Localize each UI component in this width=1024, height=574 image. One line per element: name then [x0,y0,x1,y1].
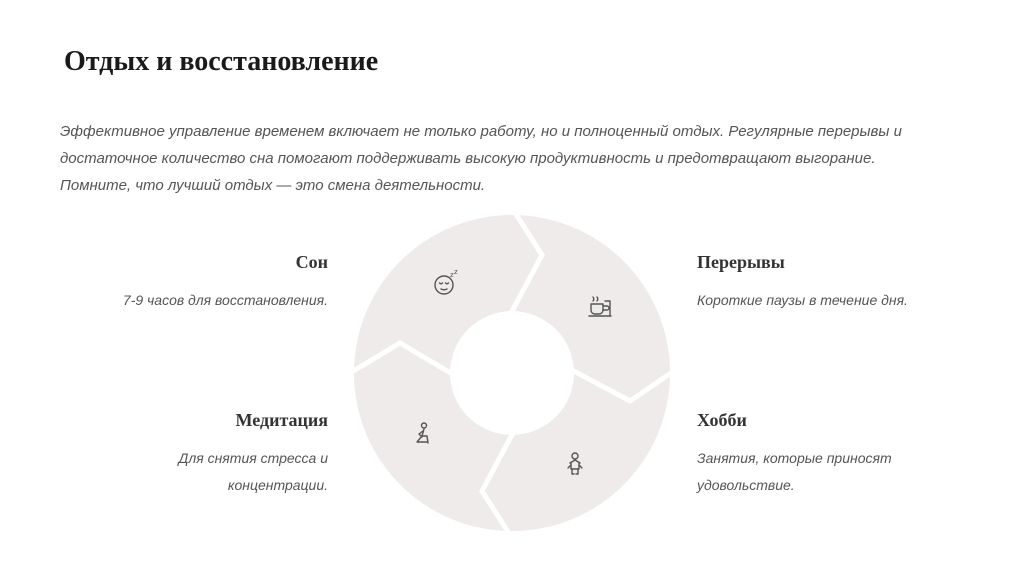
item-breaks [697,252,977,314]
item-meditation-heading: Медитация [235,410,328,430]
item-hobby-description: Занятия, которые приносят удовольствие. [697,450,892,493]
svg-text:z: z [454,268,458,276]
item-sleep-description: 7-9 часов для восстановления. [122,292,328,308]
item-sleep [48,252,328,314]
item-hobby [697,410,937,499]
item-hobby-heading: Хобби [697,410,747,430]
item-meditation [48,410,328,499]
item-breaks-heading: Перерывы [697,252,785,272]
intro-paragraph: Эффективное управление временем включает не только работу, но и полноценный отдых. Регулярные перерывы и достаточное количество сна помогают поддерживать высокую продуктивность и предотвращают выгорание. Помните, что лучший отдых — это смена деятельности. [60,123,902,194]
item-meditation-description: Для снятия стресса и концентрации. [178,450,328,493]
svg-text:z: z [450,271,454,279]
cycle-diagram [352,213,672,533]
cycle-center [450,311,574,435]
item-sleep-heading: Сон [295,252,328,272]
page-title: Отдых и восстановление [64,46,379,77]
item-breaks-description: Короткие паузы в течение дня. [697,292,908,308]
